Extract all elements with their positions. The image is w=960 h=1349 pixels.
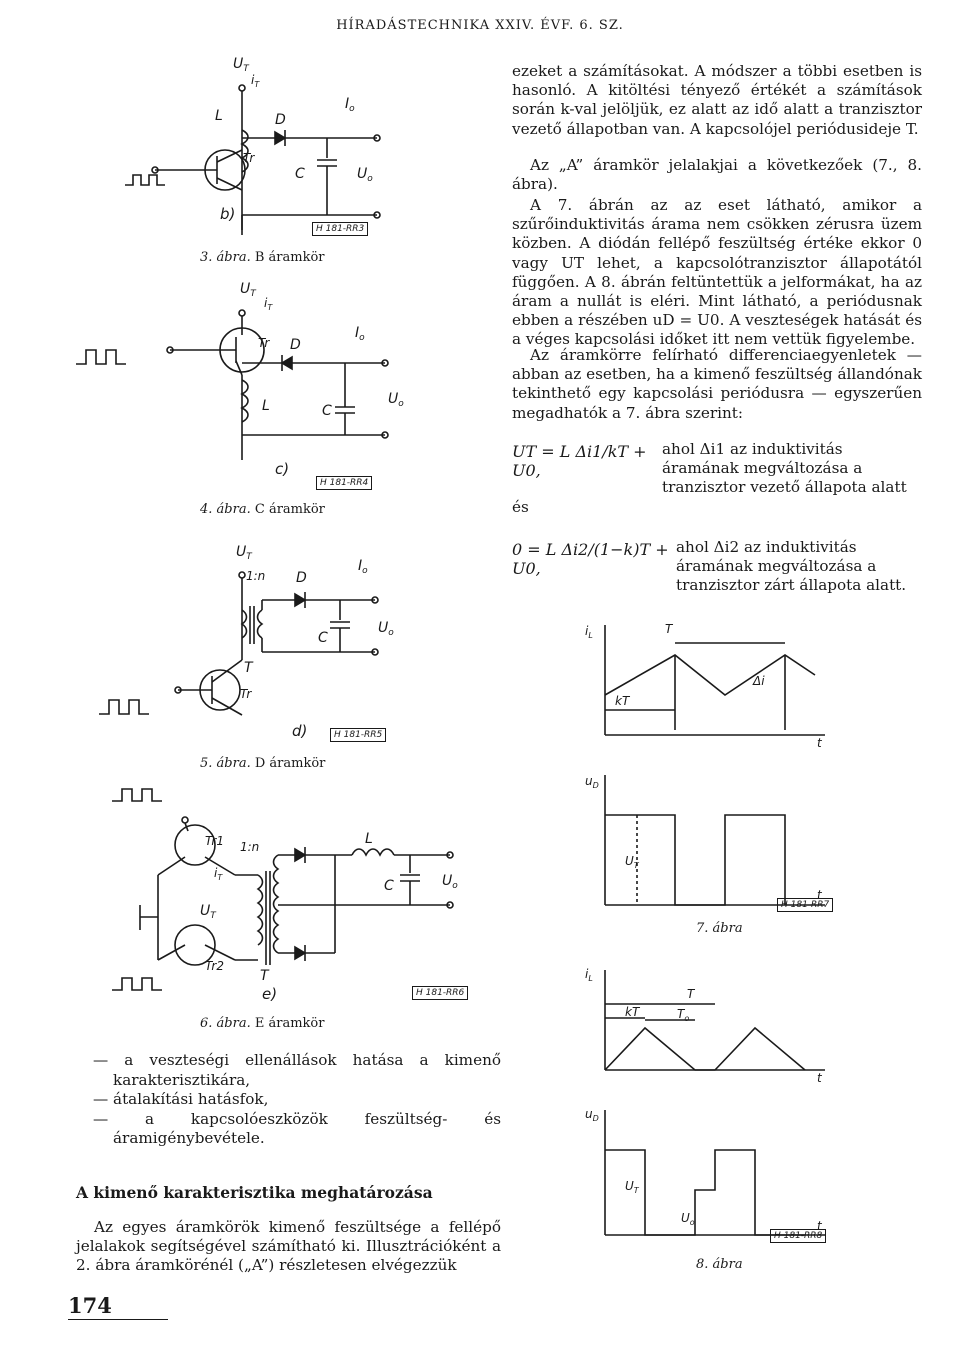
svg-text:kT: kT: [615, 694, 630, 708]
svg-text:L: L: [215, 108, 223, 124]
paragraph-3: A 7. ábrán az az eset látható, amikor a szűrőinduktivitás árama nem csökken zérusra üzem közben. A diódán fellépő feszültség értéke ekkor 0 vagy UT lehet, a kapcsolótranzisztor állapotától függően. A 8. ábrán feltüntettük a jelformákat, ha az áram a nullát is eléri. Mint látható, a periódusnak ebben a részében uD = U0. A veszteségek hatását és a véges kapcsolási időket itt nem vettük figyelembe.: [512, 196, 922, 349]
svg-text:UT: $U_T$: [240, 281, 256, 299]
svg-text:iL: $i_L$: [585, 967, 593, 983]
figure-6-caption-text: E áramkör: [254, 1016, 325, 1031]
figure-4-circuit: [150, 275, 404, 465]
figure-8-tag: H 181-RR8: [770, 1229, 826, 1243]
equation-1: UT = L Δi1/kT + U0,: [512, 442, 647, 480]
equation-2: 0 = L Δi2/(1−k)T + U0,: [512, 540, 669, 578]
svg-text:iT: $i_T$: [264, 296, 273, 312]
conjunction: és: [512, 498, 529, 516]
figure-3-circuit: [115, 50, 405, 240]
paragraph-4: Az áramkörre felírható differenciaegyenletek — abban az esetben, ha a kimenő feszültség állandónak tekinthető egy kapcsolási periódusra — egyszerűen megadhatók a 7. ábra szerint:: [512, 346, 922, 422]
paragraph-1: ezeket a számításokat. A módszer a többi esetben is hasonló. A kitöltési tényező értékét a számítások során k-val jelöljük, ez alatt az idő alatt a tranzisztor vezető állapotban van. A kapcsolójel periódusideje T.: [512, 62, 922, 138]
section-title: A kimenő karakterisztika meghatározása: [76, 1183, 433, 1202]
figure-6-tag: H 181-RR6: [412, 986, 468, 1000]
svg-text:L: L: [365, 831, 373, 847]
svg-text:Io: $I_o$: [345, 96, 355, 114]
svg-text:UT: $U_T$: [625, 1179, 639, 1195]
svg-text:C: C: [322, 403, 332, 419]
svg-text:T: T: [260, 968, 269, 984]
svg-text:Tr1: Tr1: [205, 834, 224, 848]
figure-7-waveforms: [585, 615, 885, 915]
figure-3-caption: [200, 250, 325, 265]
svg-text:D: D: [290, 337, 301, 353]
svg-text:L: L: [262, 398, 270, 414]
figure-5-circuit: [170, 540, 400, 720]
svg-text:Tr2: Tr2: [205, 959, 224, 973]
figure-6-circuit: [110, 785, 480, 1000]
svg-text:1:n: 1:n: [246, 569, 266, 583]
svg-text:t: t: [817, 1219, 822, 1233]
svg-text:D: D: [296, 570, 307, 586]
svg-text:Tr: Tr: [243, 151, 255, 165]
svg-text:iL: $i_L$: [585, 624, 593, 640]
svg-text:C: C: [384, 878, 394, 894]
figure-5-caption: [200, 756, 325, 771]
svg-text:Uo: $U_o$: [388, 391, 404, 409]
figure-5-caption-text: D áramkör: [254, 756, 326, 771]
figure-7-caption: 7. ábra: [696, 921, 743, 936]
svg-text:UT: $U_T$: [233, 56, 249, 74]
figure-4-caption: [200, 502, 325, 517]
section-paragraph: Az egyes áramkörök kimenő feszültsége a fellépő jelalakok segítségével számítható ki. Illusztrációként a 2. ábra áramkörénél („A”) részletesen elvégezzük: [76, 1218, 501, 1275]
svg-text:t: t: [817, 1071, 822, 1085]
svg-text:Io: $I_o$: [355, 325, 365, 343]
svg-text:UT: $U_T$: [625, 854, 639, 870]
svg-text:Δi: Δi: [753, 674, 765, 688]
svg-text:1:n: 1:n: [240, 840, 260, 854]
figure-5-pulse-icon: [95, 690, 165, 720]
figure-8-waveforms: [585, 960, 885, 1250]
running-header: HÍRADÁSTECHNIKA XXIV. ÉVF. 6. SZ.: [336, 18, 624, 33]
figure-4-caption-number: 4. ábra.: [200, 502, 251, 517]
svg-text:uD: $u_D$: [585, 1107, 599, 1123]
paragraph-2: Az „A” áramkör jelalakjai a következőek (7., 8. ábra).: [512, 156, 922, 194]
svg-text:Uo: $U_o$: [442, 873, 458, 891]
figure-6-label: e): [262, 985, 278, 1003]
svg-text:To: $T_o$: [677, 1007, 690, 1023]
svg-text:D: D: [275, 112, 286, 128]
figure-4-pulse-icon: [72, 340, 142, 370]
figure-3-label: b): [220, 205, 236, 223]
figure-4-label: c): [275, 460, 290, 478]
equation-2-note: ahol Δi2 az induktivitás áramának megváltozása a tranzisztor zárt állapota alatt.: [676, 538, 907, 594]
figure-4-tag: H 181-RR4: [316, 476, 372, 490]
svg-text:C: C: [295, 166, 305, 182]
figure-5-tag: H 181-RR5: [330, 728, 386, 742]
svg-text:Uo: $U_o$: [378, 620, 394, 638]
figure-4-caption-text: C áramkör: [254, 502, 325, 517]
considerations-list: [93, 1051, 501, 1149]
equation-1-note: ahol Δi1 az induktivitás áramának megváltozása a tranzisztor vezető állapota alatt: [662, 440, 907, 496]
figure-6-caption-number: 6. ábra.: [200, 1016, 251, 1031]
svg-text:kT: kT: [625, 1005, 640, 1019]
svg-text:uD: $u_D$: [585, 774, 599, 790]
svg-text:T: T: [244, 660, 253, 676]
svg-text:iT: $i_T$: [251, 73, 260, 89]
figure-3-tag: H 181-RR3: [312, 222, 368, 236]
svg-text:T: T: [687, 987, 695, 1001]
svg-text:t: t: [817, 888, 822, 902]
list-item: — a kapcsolóeszközök feszültség- és áramigénybevétele.: [93, 1109, 501, 1147]
page-number: 174: [68, 1293, 112, 1318]
page-number-rule: [68, 1319, 168, 1320]
svg-text:Tr: Tr: [240, 687, 252, 701]
figure-5-label: d): [292, 722, 308, 740]
svg-text:Uo: $U_o$: [357, 166, 373, 184]
svg-text:T: T: [665, 622, 673, 636]
svg-text:UT: $U_T$: [236, 544, 252, 562]
figure-3-caption-number: 3. ábra.: [200, 250, 251, 265]
figure-6-caption: [200, 1016, 324, 1031]
list-item: — átalakítási hatásfok,: [93, 1090, 269, 1108]
figure-8-caption: 8. ábra: [696, 1257, 743, 1272]
figure-5-caption-number: 5. ábra.: [200, 756, 251, 771]
svg-text:Uo: $U_o$: [681, 1211, 695, 1227]
figure-3-caption-text: B áramkör: [254, 250, 325, 265]
svg-text:Tr: Tr: [258, 336, 270, 350]
svg-text:UT: $U_T$: [200, 903, 216, 921]
svg-text:Io: $I_o$: [358, 558, 368, 576]
list-item: — a veszteségi ellenállások hatása a kimenő karakterisztikára,: [93, 1051, 501, 1089]
svg-text:t: t: [817, 736, 822, 750]
figure-7-tag: H 181-RR7: [777, 898, 833, 912]
svg-text:C: C: [318, 630, 328, 646]
svg-text:iT: $i_T$: [214, 866, 223, 882]
